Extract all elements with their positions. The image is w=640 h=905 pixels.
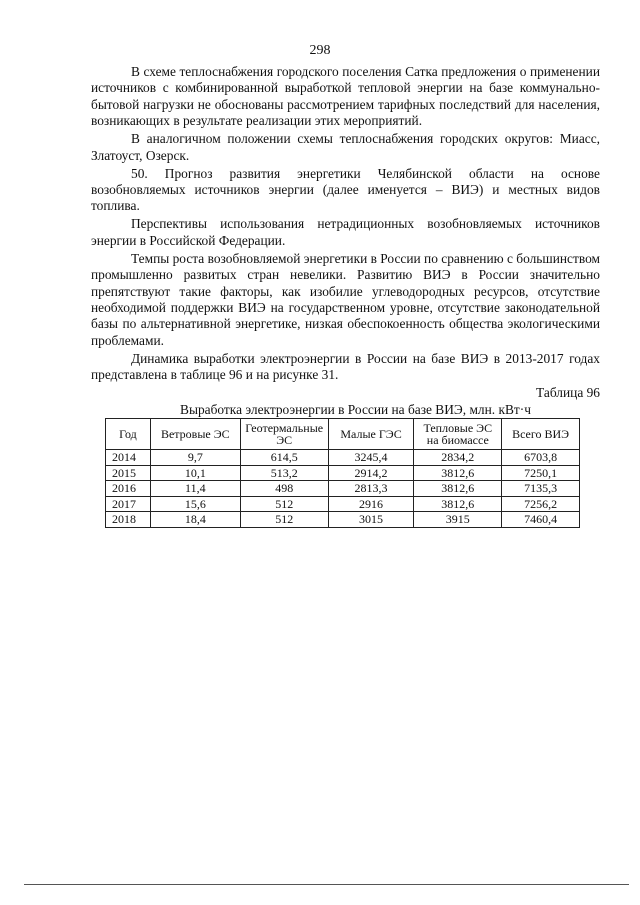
paragraph: В схеме теплоснабжения городского поселения Сатка предложения о применении источников с комбинированной выработкой тепловой энергии на базе коммунально-бытовой нагрузки не обоснованы рассмотрением тарифных последствий для населения, возникающих в результате реализации этих мероприятий.	[91, 64, 600, 129]
table-row	[106, 465, 580, 481]
table-cell: 2914,2	[328, 465, 414, 481]
paragraph: Динамика выработки электроэнергии в России на базе ВИЭ в 2013-2017 годах представлена в таблице 96 и на рисунке 31.	[91, 350, 600, 383]
column-header: Всего ВИЭ	[502, 419, 580, 450]
table-cell: 614,5	[240, 450, 328, 466]
table-cell: 7135,3	[502, 481, 580, 497]
paragraph: Темпы роста возобновляемой энергетики в России по сравнению с большинством промышленно развитых стран невелики. Развитию ВИЭ в России значительно препятствуют такие факторы, как изобилие углеводородных ресурсов, отсутствие необходимой поддержки ВИЭ на государственном уровне, отсутствие законодательной базы по альтернативной энергетике, низкая обеспокоенность общества экологическими проблемами.	[91, 250, 600, 348]
table-cell: 3915	[414, 512, 502, 528]
table-cell: 3015	[328, 512, 414, 528]
page-bottom-rule	[24, 884, 629, 885]
table-cell: 6703,8	[502, 450, 580, 466]
table-cell: 3812,6	[414, 496, 502, 512]
table-row	[106, 496, 580, 512]
table-cell: 18,4	[150, 512, 240, 528]
table-cell: 3245,4	[328, 450, 414, 466]
table-cell: 2916	[328, 496, 414, 512]
table-cell: 9,7	[150, 450, 240, 466]
table-row	[106, 512, 580, 528]
table-cell: 2015	[106, 465, 151, 481]
table-cell: 3812,6	[414, 465, 502, 481]
table-cell: 15,6	[150, 496, 240, 512]
table-cell: 2018	[106, 512, 151, 528]
section-heading: 50. Прогноз развития энергетики Челябинской области на основе возобновляемых источников энергии (далее именуется – ВИЭ) и местных видов топлива.	[91, 165, 600, 214]
data-table	[105, 418, 580, 528]
table-cell: 2014	[106, 450, 151, 466]
document-body	[91, 64, 600, 528]
paragraph: В аналогичном положении схемы теплоснабжения городских округов: Миасс, Златоуст, Озерск.	[91, 131, 600, 163]
table-cell: 498	[240, 481, 328, 497]
table-cell: 2017	[106, 496, 151, 512]
table-cell: 7256,2	[502, 496, 580, 512]
table-cell: 10,1	[150, 465, 240, 481]
table-number: Таблица 96	[536, 385, 600, 401]
table-cell: 513,2	[240, 465, 328, 481]
column-header: Малые ГЭС	[328, 419, 414, 450]
table-row	[106, 481, 580, 497]
table-cell: 7460,4	[502, 512, 580, 528]
column-header: Ветровые ЭС	[150, 419, 240, 450]
table-cell: 512	[240, 496, 328, 512]
table-header-row	[106, 419, 580, 450]
table-row	[106, 450, 580, 466]
page-number: 298	[309, 43, 331, 58]
table-cell: 3812,6	[414, 481, 502, 497]
table-cell: 2834,2	[414, 450, 502, 466]
column-header: Геотермальные ЭС	[240, 419, 328, 450]
paragraph: Перспективы использования нетрадиционных возобновляемых источников энергии в Российской Федерации.	[91, 216, 600, 248]
table-caption: Выработка электроэнергии в России на базе ВИЭ, млн. кВт·ч	[180, 401, 531, 417]
table-cell: 2813,3	[328, 481, 414, 497]
table-cell: 2016	[106, 481, 151, 497]
table-cell: 11,4	[150, 481, 240, 497]
column-header: Год	[106, 419, 151, 450]
table-cell: 7250,1	[502, 465, 580, 481]
table-cell: 512	[240, 512, 328, 528]
column-header: Тепловые ЭС на биомассе	[414, 419, 502, 450]
